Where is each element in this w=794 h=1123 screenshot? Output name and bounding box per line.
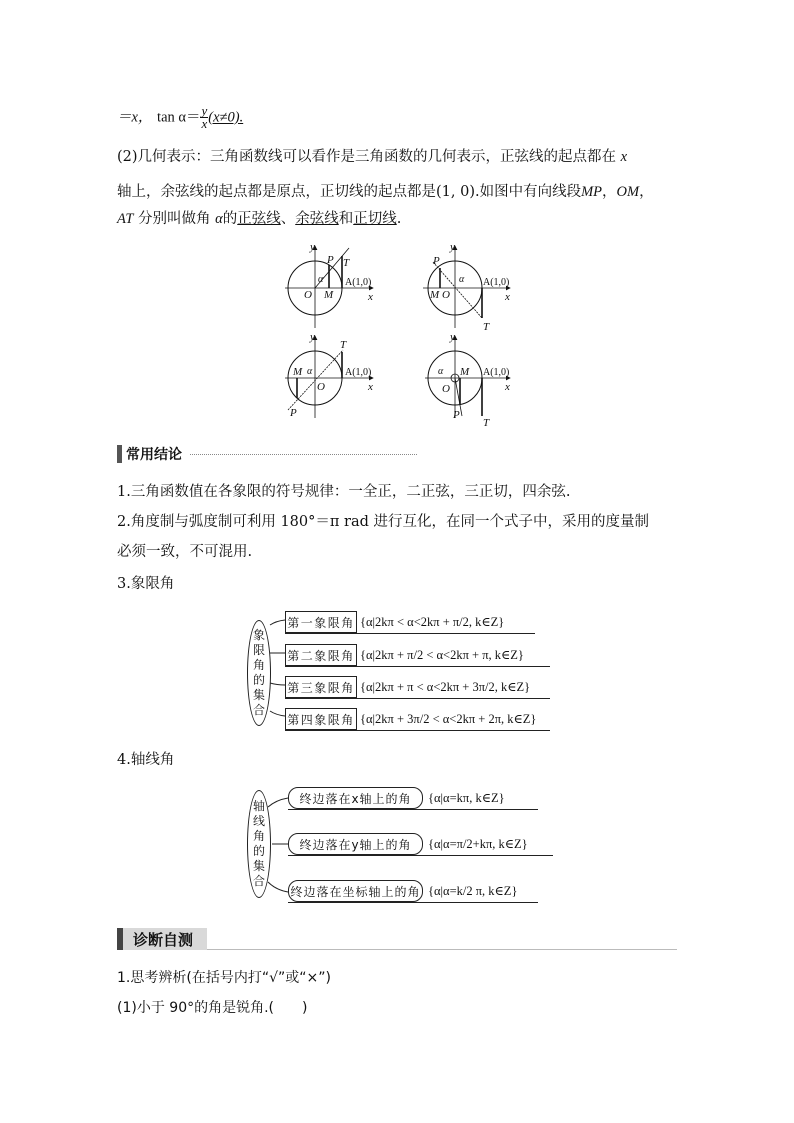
svg-text:M: M [460,366,470,378]
quadrant-set-1: {α|2kπ < α<2kπ + π/2, k∈Z} [360,615,505,629]
t-label: T [343,257,350,269]
section-header-diagnosis [117,928,207,950]
section-title: 常用结论 [126,447,182,463]
axis-label-y: 终边落在y轴上的角 [288,833,423,855]
svg-text:y: y [310,331,315,343]
section-header-conclusions [117,444,417,464]
svg-text:x: x [368,381,373,393]
quadrant-center-oval: 象 限 角 的 集 合 [247,620,271,726]
exercise-q1-1: (1)小于 90°的角是锐角.( ) [117,1000,308,1016]
axis-set-x: {α|α=kπ, k∈Z} [428,791,505,805]
figure-quadrant3 [285,331,373,419]
axis-set-y: {α|α=π/2+kπ, k∈Z} [428,837,528,851]
axis-label-both: 终边落在坐标轴上的角 [288,880,423,902]
alpha-label: α [318,274,324,285]
dotted-rule [190,454,417,455]
svg-text:x: x [505,291,510,303]
x-axis-label: x [368,291,373,303]
svg-text:y: y [450,241,455,253]
svg-text:T: T [340,339,347,351]
p-label: P [327,254,334,266]
trig-line-figures [280,238,520,428]
quadrant-label-1: 第一象限角 [285,611,357,633]
svg-text:M: M [293,366,303,378]
y-axis-label: y [310,241,315,253]
quadrant-label-4: 第四象限角 [285,708,357,730]
conclusion-2b: 必须一致，不可混用. [117,544,253,560]
conclusion-3: 3.象限角 [117,576,175,592]
svg-text:A(1,0): A(1,0) [483,367,510,378]
quadrant-set-2: {α|2kπ + π/2 < α<2kπ + π, k∈Z} [360,648,524,662]
conclusion-2a: 2.角度制与弧度制可利用 180°＝π rad 进行互化，在同一个式子中，采用的度量制 [117,514,649,530]
figure-quadrant4 [425,331,510,428]
m-label: M [324,289,334,301]
conclusion-1: 1.三角函数值在各象限的符号规律：一全正，二正弦，三正切，四余弦. [117,484,571,500]
header-underline [207,949,677,950]
formula-line [117,105,243,130]
quadrant-label-3: 第三象限角 [285,676,357,698]
svg-text:O: O [442,383,450,395]
quadrant-set-3: {α|2kπ + π < α<2kπ + 3π/2, k∈Z} [360,680,531,694]
svg-text:α: α [459,274,465,285]
sin-line-term: 正弦线 [237,211,281,227]
axis-label-x: 终边落在x轴上的角 [288,787,423,809]
section-title: 诊断自测 [133,930,194,949]
axis-set-both: {α|α=k/2 π, k∈Z} [428,884,518,898]
para2-line1: (2)几何表示：三角函数线可以看作是三角函数的几何表示，正弦线的起点都在 x [117,149,628,165]
svg-text:P: P [453,409,460,421]
para2-line3: AT 分别叫做角 α的正弦线、余弦线和正切线. [117,211,402,227]
svg-text:α: α [438,366,444,377]
conclusion-4: 4.轴线角 [117,752,175,768]
condition: (x≠0). [208,109,244,126]
figure-quadrant1 [285,241,373,328]
svg-text:T: T [483,321,490,333]
quadrant-angle-diagram [240,605,560,735]
figure-quadrant2 [423,241,510,333]
svg-text:P: P [433,255,440,267]
a-label: A(1,0) [345,277,372,288]
svg-text:P: P [290,407,297,419]
tan-line-term: 正切线 [353,211,397,227]
tan-label: tan α＝ [157,109,201,126]
svg-text:O: O [317,381,325,393]
origin-label: O [304,289,312,301]
svg-text:A(1,0): A(1,0) [345,367,372,378]
svg-text:α: α [307,366,313,377]
axis-center-oval: 轴 线 角 的 集 合 [247,790,271,898]
axis-angle-diagram [240,782,560,907]
eq-x: ＝x， [117,109,153,126]
svg-text:x: x [505,381,510,393]
para2-line2: 轴上，余弦线的起点都是原点，正切线的起点都是(1, 0).如图中有向线段MP，OM， [117,184,654,200]
svg-text:T: T [483,417,490,428]
exercise-q1: 1.思考辨析(在括号内打“√”或“×”) [117,970,331,986]
quadrant-set-4: {α|2kπ + 3π/2 < α<2kπ + 2π, k∈Z} [360,712,537,726]
fraction-y-over-x: $\frac{y}{x}$ [201,103,208,131]
svg-text:y: y [450,331,455,343]
section-bar [117,445,122,463]
svg-text:O: O [442,289,450,301]
cos-line-term: 余弦线 [295,211,339,227]
quadrant-label-2: 第二象限角 [285,644,357,666]
svg-text:A(1,0): A(1,0) [483,277,510,288]
svg-text:M: M [430,289,440,301]
